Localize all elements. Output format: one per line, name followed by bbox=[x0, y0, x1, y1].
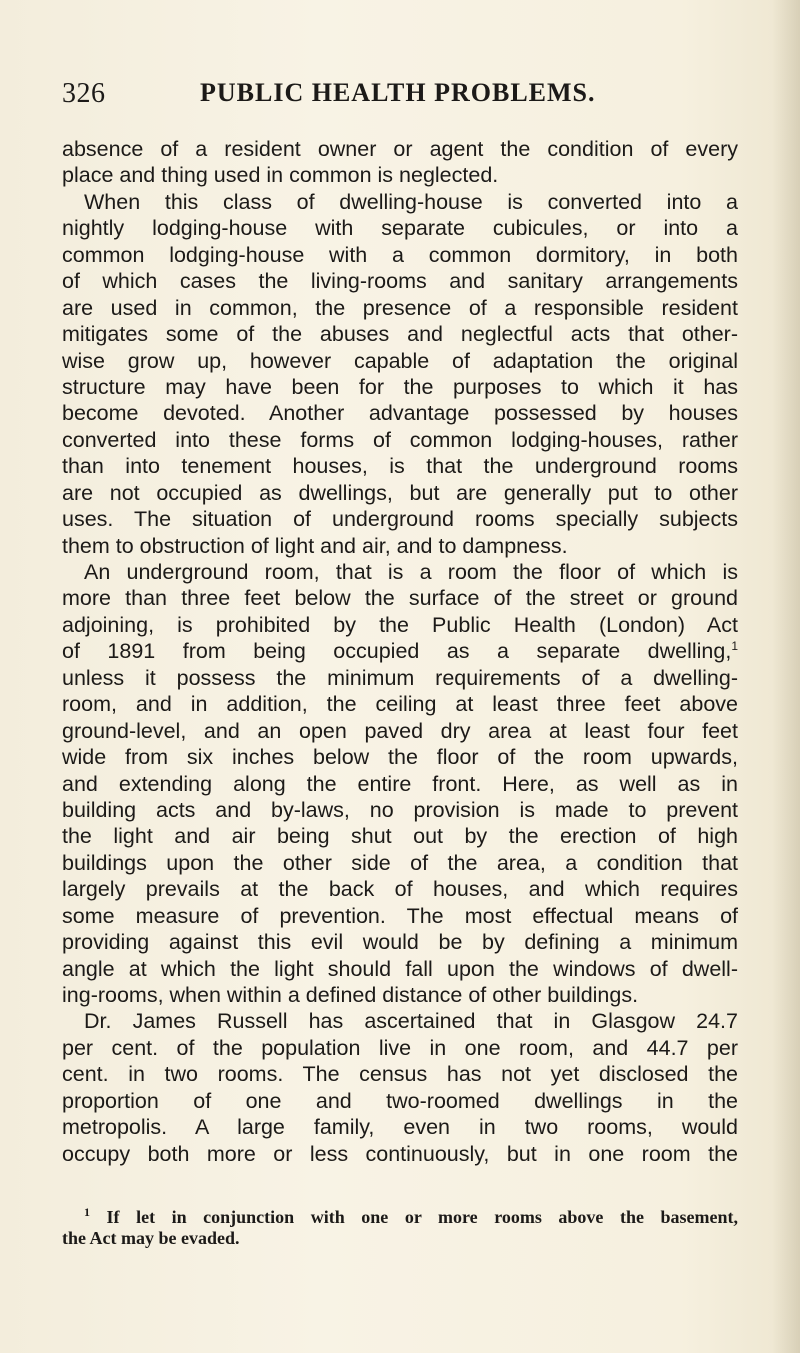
footnote-marker: 1 bbox=[84, 1205, 90, 1219]
text-line: nightly lodging-house with separate cubicules, or into a bbox=[62, 216, 738, 241]
text-line: wide from six inches below the floor of the room upwards, bbox=[62, 745, 738, 770]
text-line: metropolis. A large family, even in two rooms, would bbox=[62, 1115, 738, 1140]
text-line: them to obstruction of light and air, and to dampness. bbox=[62, 533, 568, 558]
text-line: of which cases the living-rooms and sanitary arrangements bbox=[62, 269, 738, 294]
page-edge-shadow bbox=[772, 0, 800, 1353]
text-line: ground-level, and an open paved dry area at least four feet bbox=[62, 718, 738, 743]
footnote-reference: 1 bbox=[731, 639, 738, 654]
text-line: per cent. of the population live in one room, and 44.7 per bbox=[62, 1035, 738, 1060]
text-line: some measure of prevention. The most effectual means of bbox=[62, 903, 738, 928]
footnote-line: the Act may be evaded. bbox=[62, 1228, 240, 1248]
footnote-text: If let in conjunction with one or more rooms above the basement, bbox=[106, 1207, 738, 1227]
text-line: common lodging-house with a common dormitory, in both bbox=[62, 242, 738, 267]
text-line: are used in common, the presence of a responsible resident bbox=[62, 295, 738, 320]
text-line: uses. The situation of underground rooms specially subjects bbox=[62, 507, 738, 532]
text-line: ing-rooms, when within a defined distance of other buildings. bbox=[62, 983, 639, 1007]
page-number: 326 bbox=[62, 78, 106, 109]
running-head: PUBLIC HEALTH PROBLEMS. bbox=[200, 78, 596, 107]
paragraph-start-line: Dr. James Russell has ascertained that in Glasgow 24.7 bbox=[84, 1009, 738, 1034]
text-line: providing against this evil would be by defining a minimum bbox=[62, 930, 738, 955]
paragraph-start-line: An underground room, that is a room the floor of which is bbox=[84, 560, 738, 584]
text-line: occupy both more or less continuously, but in one room the bbox=[62, 1141, 738, 1166]
text-line: structure may have been for the purposes to which it has bbox=[62, 374, 738, 399]
footnote bbox=[62, 1207, 738, 1249]
text-line: room, and in addition, the ceiling at least three feet above bbox=[62, 692, 738, 717]
text-line-content: of 1891 from being occupied as a separate dwelling, bbox=[62, 639, 732, 664]
text-line: unless it possess the minimum requirements of a dwelling- bbox=[62, 665, 738, 690]
footnote-line bbox=[62, 1207, 738, 1228]
text-line: proportion of one and two-roomed dwellings in the bbox=[62, 1088, 738, 1113]
body-text bbox=[62, 136, 738, 1167]
text-line: cent. in two rooms. The census has not yet disclosed the bbox=[62, 1062, 738, 1087]
text-line: become devoted. Another advantage possessed by houses bbox=[62, 401, 738, 426]
text-line: the light and air being shut out by the erection of high bbox=[62, 824, 738, 849]
text-line: building acts and by-laws, no provision is made to prevent bbox=[62, 797, 738, 822]
text-line: place and thing used in common is neglected. bbox=[62, 163, 499, 188]
text-line: more than three feet below the surface of the street or ground bbox=[62, 586, 738, 611]
text-line: mitigates some of the abuses and neglectful acts that other- bbox=[62, 322, 738, 347]
text-line: adjoining, is prohibited by the Public Health (London) Act bbox=[62, 612, 738, 637]
text-line: largely prevails at the back of houses, and which requires bbox=[62, 877, 738, 902]
text-line-with-footnote bbox=[62, 638, 738, 664]
paragraph-start-line: When this class of dwelling-house is converted into a bbox=[84, 189, 738, 214]
text-line: absence of a resident owner or agent the condition of every bbox=[62, 137, 738, 161]
text-line: are not occupied as dwellings, but are generally put to other bbox=[62, 480, 738, 505]
text-line: wise grow up, however capable of adaptation the original bbox=[62, 348, 738, 373]
text-line: buildings upon the other side of the area, a condition that bbox=[62, 850, 738, 875]
text-line: angle at which the light should fall upon the windows of dwell- bbox=[62, 956, 738, 981]
text-line: than into tenement houses, is that the underground rooms bbox=[62, 454, 738, 479]
page-header bbox=[62, 78, 722, 112]
text-line: converted into these forms of common lodging-houses, rather bbox=[62, 427, 738, 452]
text-line: and extending along the entire front. Here, as well as in bbox=[62, 771, 738, 796]
